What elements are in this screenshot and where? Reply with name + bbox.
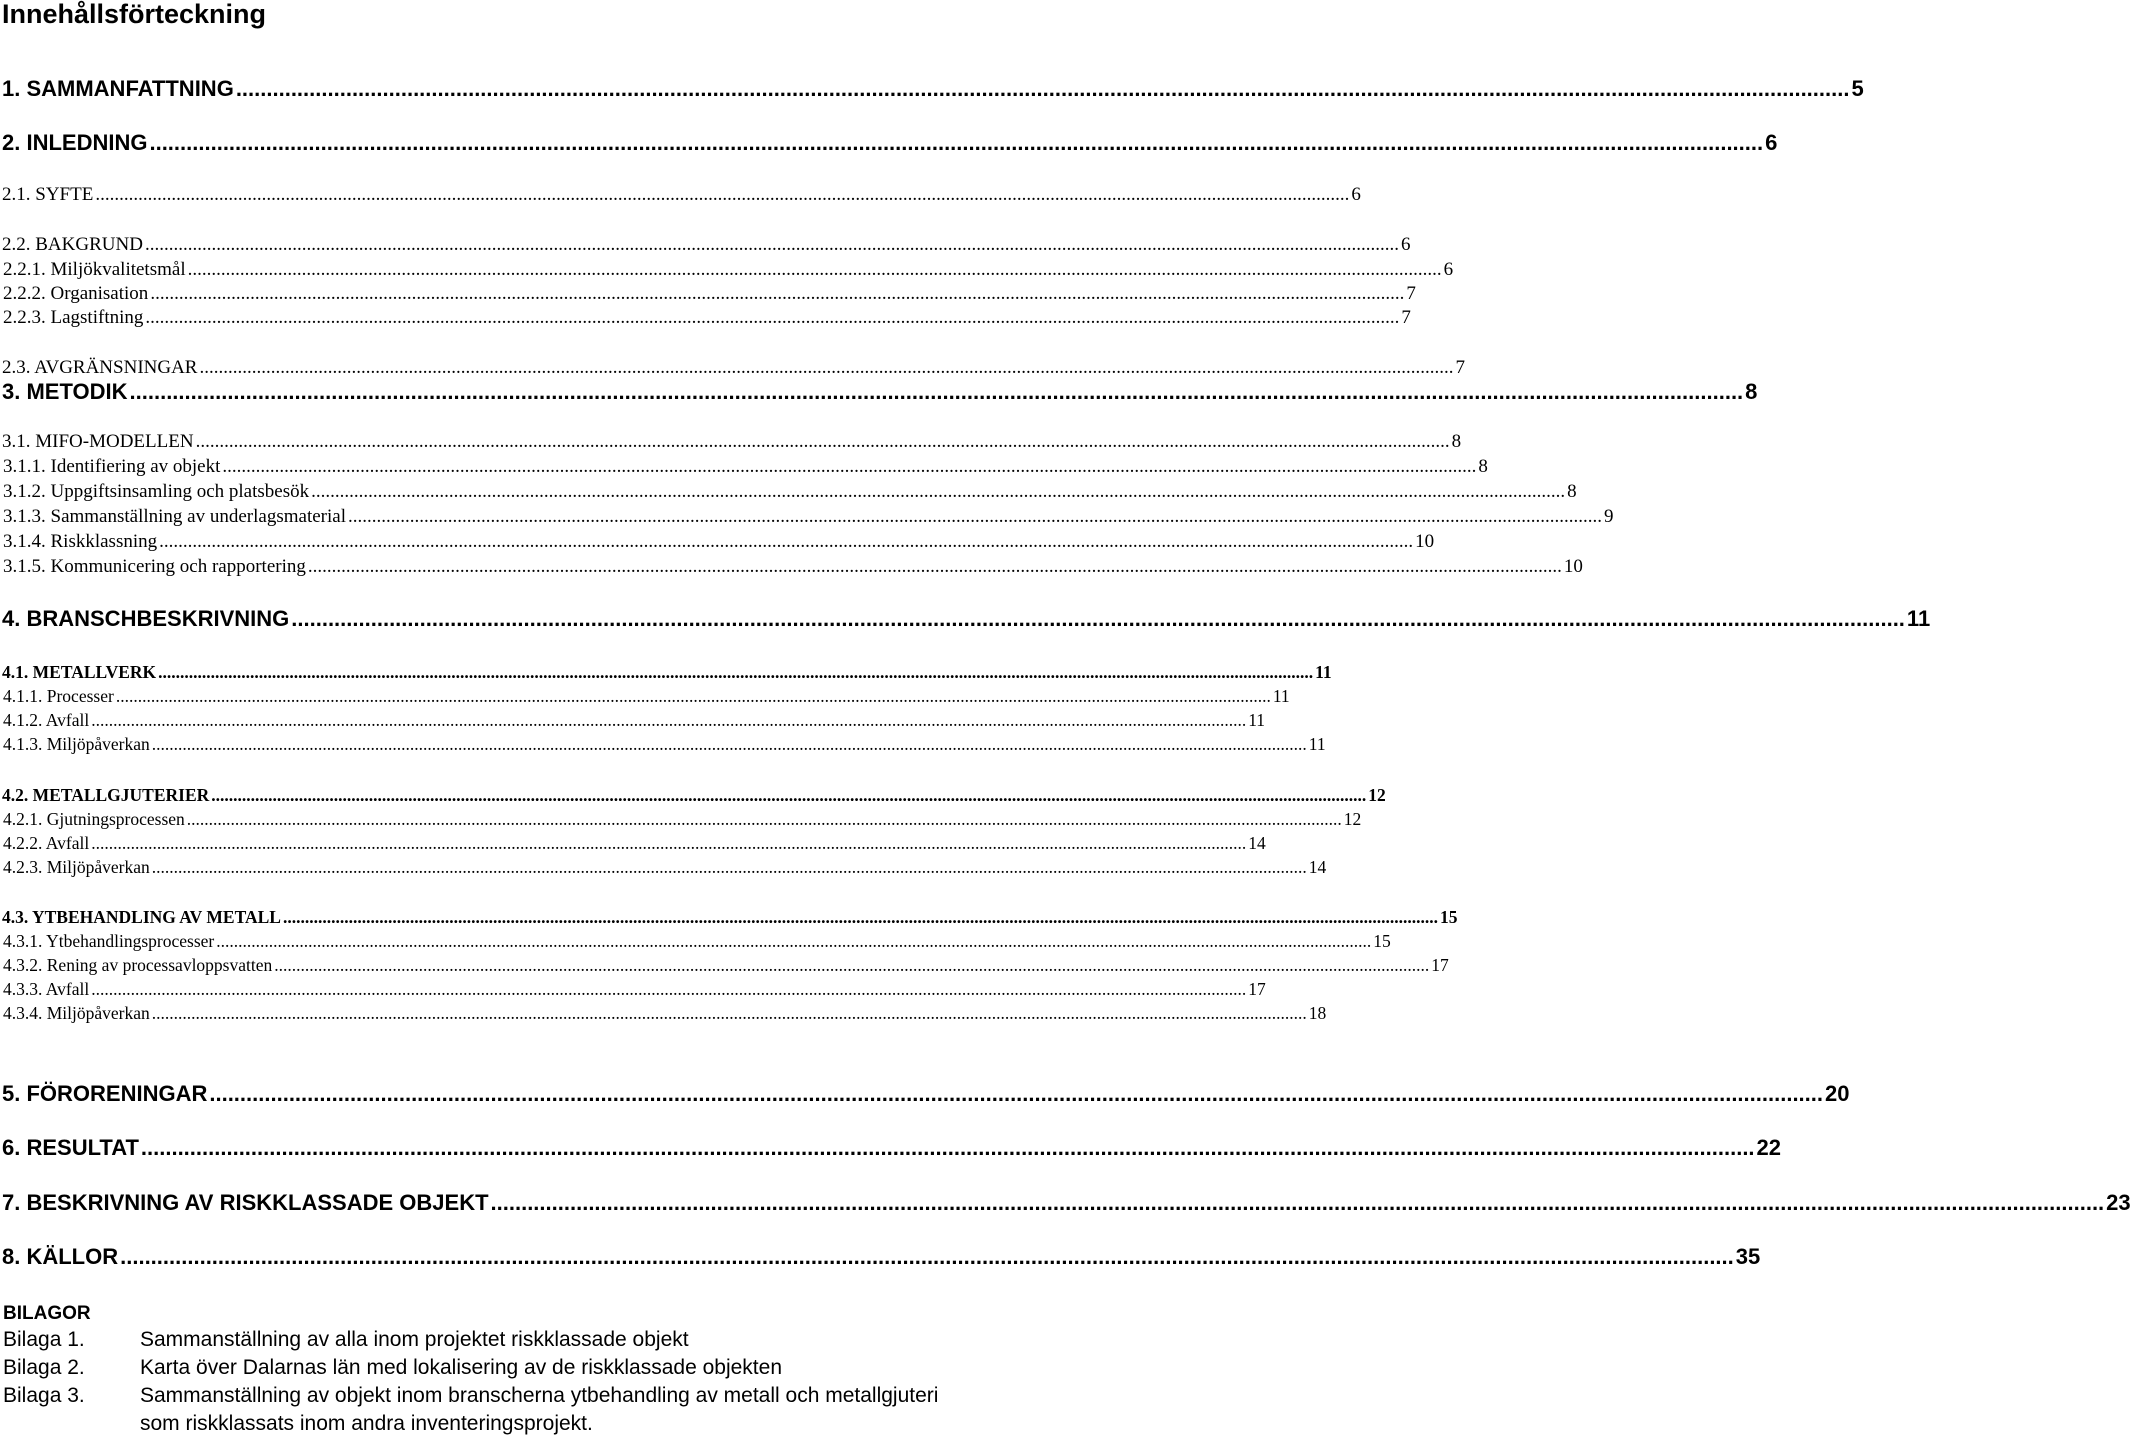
toc-entry-page: 20 (1825, 1081, 1850, 1106)
toc-entry-page: 8 (1567, 481, 1577, 502)
toc-entry-label: 4.3. YTBEHANDLING AV METALL (2, 907, 281, 927)
toc-entry[interactable] (2, 130, 1778, 156)
toc-leader-dots (149, 130, 1763, 156)
toc-entry[interactable] (3, 857, 1327, 878)
toc-entry-page: 18 (1308, 1003, 1327, 1023)
toc-entry[interactable] (2, 1081, 1850, 1107)
toc-entry[interactable] (3, 833, 1266, 854)
toc-entry-page: 11 (1248, 710, 1266, 730)
toc-entry-label: 3.1. MIFO-MODELLEN (2, 431, 194, 452)
toc-entry-label: 3.1.1. Identifiering av objekt (3, 456, 221, 477)
toc-entry-page: 22 (1756, 1135, 1782, 1160)
toc-entry[interactable] (3, 481, 1577, 503)
toc-entry-label: 4.2.2. Avfall (3, 833, 90, 853)
toc-entry[interactable] (3, 506, 1614, 528)
toc-entry-label: 2.1. SYFTE (2, 184, 94, 205)
toc-leader-dots (308, 556, 1562, 578)
toc-entry[interactable] (3, 979, 1266, 1000)
toc-entry[interactable] (2, 234, 1411, 256)
toc-entry-label: 4.2. METALLGJUTERIER (2, 785, 210, 805)
toc-entry-page: 11 (1315, 662, 1332, 682)
toc-entry-page: 10 (1563, 556, 1583, 577)
appendix-item-label: Bilaga 2. (3, 1356, 85, 1379)
toc-entry[interactable] (2, 1135, 1782, 1161)
toc-entry[interactable] (2, 907, 1458, 928)
toc-entry-page: 9 (1603, 506, 1614, 527)
toc-entry[interactable] (3, 456, 1488, 478)
toc-leader-dots (291, 606, 1905, 632)
toc-entry-label: 4.1.1. Processer (3, 686, 114, 706)
toc-leader-dots (145, 307, 1399, 329)
toc-entry[interactable] (3, 955, 1449, 976)
toc-entry[interactable] (2, 785, 1386, 806)
toc-leader-dots (152, 857, 1307, 878)
toc-entry-page: 35 (1735, 1244, 1761, 1269)
toc-leader-dots (141, 1135, 1755, 1161)
toc-entry-label: 2.2.1. Miljökvalitetsmål (3, 259, 186, 280)
toc-entry-page: 11 (1906, 606, 1931, 631)
toc-entry-label: 4.3.3. Avfall (3, 979, 90, 999)
appendix-item-label: Bilaga 3. (3, 1384, 85, 1407)
toc-leader-dots (196, 431, 1450, 453)
toc-leader-dots (236, 76, 1850, 102)
toc-entry-label: 2.2. BAKGRUND (2, 234, 143, 255)
appendix-heading: BILAGOR (3, 1303, 91, 1324)
toc-entry[interactable] (2, 357, 1465, 379)
toc-entry-page: 12 (1343, 809, 1362, 829)
appendix-item-label: Bilaga 1. (3, 1328, 85, 1351)
appendix-item (3, 1382, 953, 1438)
page-title: Innehållsförteckning (2, 0, 267, 29)
toc-leader-dots (150, 283, 1404, 305)
toc-entry[interactable] (3, 1003, 1327, 1024)
toc-entry[interactable] (2, 379, 1758, 405)
toc-leader-dots (216, 931, 1371, 952)
toc-entry[interactable] (3, 556, 1583, 578)
toc-leader-dots (130, 379, 1744, 405)
toc-leader-dots (145, 234, 1399, 256)
toc-entry-label: 4.1.3. Miljöpåverkan (3, 734, 150, 754)
toc-entry-label: 3.1.4. Riskklassning (3, 531, 158, 552)
toc-leader-dots (152, 1003, 1307, 1024)
toc-entry-label: 3.1.3. Sammanställning av underlagsmaterial (3, 506, 346, 527)
toc-leader-dots (311, 481, 1565, 503)
toc-entry-page: 11 (1272, 686, 1290, 706)
toc-entry-page: 6 (1443, 259, 1454, 280)
toc-leader-dots (95, 184, 1349, 206)
toc-entry[interactable] (3, 531, 1435, 553)
toc-leader-dots (91, 833, 1246, 854)
toc-leader-dots (283, 907, 1438, 928)
toc-entry[interactable] (2, 431, 1462, 453)
toc-entry[interactable] (3, 283, 1416, 305)
toc-entry-page: 6 (1351, 184, 1361, 205)
toc-entry-label: 3.1.2. Uppgiftsinsamling och platsbesök (3, 481, 310, 502)
appendix-item (3, 1354, 953, 1382)
toc-entry[interactable] (3, 931, 1391, 952)
appendix-item (3, 1326, 953, 1354)
toc-entry-page: 5 (1851, 76, 1864, 101)
toc-entry-page: 7 (1455, 357, 1465, 378)
toc-entry-page: 8 (1451, 431, 1462, 452)
toc-entry[interactable] (3, 307, 1411, 329)
toc-entry-label: 4.2.1. Gjutningsprocessen (3, 809, 185, 829)
toc-leader-dots (222, 456, 1476, 478)
toc-leader-dots (159, 531, 1413, 553)
toc-entry-label: 5. FÖRORENINGAR (2, 1081, 208, 1106)
toc-leader-dots (116, 686, 1271, 707)
toc-leader-dots (120, 1244, 1734, 1270)
toc-entry-page: 17 (1431, 955, 1449, 975)
toc-entry-page: 10 (1415, 531, 1435, 552)
toc-leader-dots (199, 357, 1453, 379)
toc-entry[interactable] (2, 76, 1864, 102)
toc-entry-label: 1. SAMMANFATTNING (2, 76, 234, 101)
toc-entry-label: 4.1. METALLVERK (2, 662, 157, 682)
toc-entry-label: 7. BESKRIVNING AV RISKKLASSADE OBJEKT (2, 1190, 489, 1215)
toc-entry-label: 4.2.3. Miljöpåverkan (3, 857, 150, 877)
toc-entry-label: 6. RESULTAT (2, 1135, 139, 1160)
toc-entry-label: 4.3.2. Rening av processavloppsvatten (3, 955, 273, 975)
toc-entry[interactable] (2, 184, 1361, 206)
toc-entry[interactable] (3, 734, 1326, 755)
toc-entry-label: 2.2.3. Lagstiftning (3, 307, 144, 328)
toc-leader-dots (491, 1190, 2105, 1216)
toc-entry-label: 4.3.1. Ytbehandlingsprocesser (3, 931, 215, 951)
appendix-list (3, 1302, 953, 1438)
toc-entry[interactable] (3, 259, 1454, 281)
toc-leader-dots (188, 259, 1442, 281)
toc-entry-page: 7 (1401, 307, 1411, 328)
toc-entry-label: 4. BRANSCHBESKRIVNING (2, 606, 290, 631)
toc-leader-dots (152, 734, 1307, 755)
toc-entry-page: 6 (1765, 130, 1778, 155)
toc-entry-page: 15 (1373, 931, 1391, 951)
toc-entry-page: 8 (1478, 456, 1488, 477)
toc-entry-label: 2. INLEDNING (2, 130, 148, 155)
toc-entry[interactable] (2, 1244, 1761, 1270)
toc-entry-label: 2.2.2. Organisation (3, 283, 149, 304)
toc-entry[interactable] (3, 710, 1266, 731)
toc-entry-page: 12 (1368, 785, 1386, 805)
toc-entry-label: 4.3.4. Miljöpåverkan (3, 1003, 150, 1023)
toc-entry-label: 3.1.5. Kommunicering och rapportering (3, 556, 306, 577)
toc-entry-page: 11 (1308, 734, 1326, 754)
toc-entry[interactable] (2, 1190, 2131, 1216)
toc-entry[interactable] (3, 686, 1290, 707)
appendix-item-text: Sammanställning av objekt inom branscherna ytbehandling av metall och metallgjuteri som riskklassats inom andra inventeringsprojekt. (140, 1384, 939, 1435)
toc-leader-dots (348, 506, 1602, 528)
toc-entry-page: 15 (1439, 907, 1458, 927)
toc-leader-dots (209, 1081, 1823, 1107)
toc-entry-label: 2.3. AVGRÄNSNINGAR (2, 357, 198, 378)
toc-leader-dots (91, 710, 1246, 731)
appendix-item-text: Sammanställning av alla inom projektet riskklassade objekt (140, 1328, 689, 1351)
toc-leader-dots (211, 785, 1366, 806)
toc-entry-label: 8. KÄLLOR (2, 1244, 119, 1269)
toc-leader-dots (274, 955, 1429, 976)
toc-entry-page: 23 (2106, 1190, 2131, 1215)
toc-leader-dots (158, 662, 1313, 683)
toc-entry[interactable] (2, 606, 1931, 632)
toc-leader-dots (91, 979, 1246, 1000)
toc-entry[interactable] (3, 809, 1362, 830)
toc-entry-page: 6 (1400, 234, 1411, 255)
toc-entry-label: 3. METODIK (2, 379, 128, 404)
toc-entry[interactable] (2, 662, 1332, 683)
toc-leader-dots (187, 809, 1342, 830)
toc-entry-page: 7 (1406, 283, 1416, 304)
toc-entry-page: 14 (1308, 857, 1327, 877)
appendix-item-text: Karta över Dalarnas län med lokalisering av de riskklassade objekten (140, 1356, 782, 1379)
toc-entry-label: 4.1.2. Avfall (3, 710, 90, 730)
toc-entry-page: 17 (1248, 979, 1266, 999)
toc-entry-page: 14 (1248, 833, 1266, 853)
toc-entry-page: 8 (1745, 379, 1758, 404)
